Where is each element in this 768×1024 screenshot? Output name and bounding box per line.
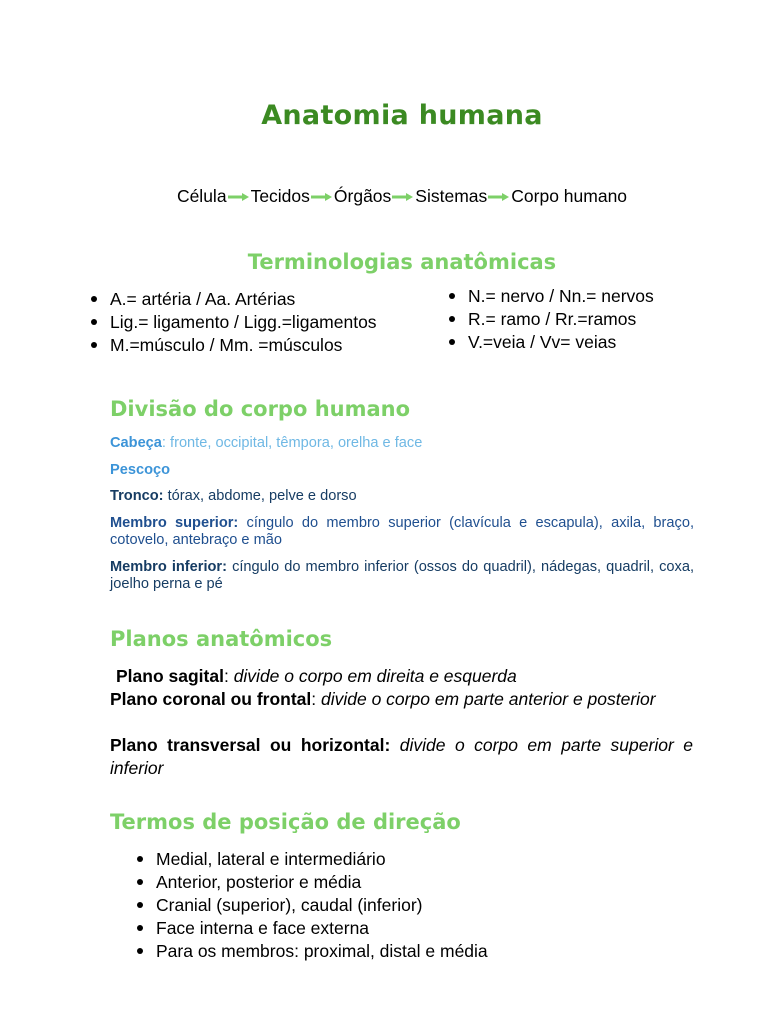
division-trunk [110,488,694,505]
plane-sagittal [110,665,693,688]
division-trunk-text: tórax, abdome, pelve e dorso [163,488,357,504]
division-upper-limb-label: Membro superior: [110,515,239,531]
list-item: Face interna e face externa [136,917,488,940]
right-arrow-icon [311,192,333,202]
list-item: Cranial (superior), caudal (inferior) [136,894,488,917]
flow-item-organs: Órgãos [333,186,392,206]
plane-coronal-label: Plano coronal ou frontal [110,689,312,709]
division-upper-limb-text: cíngulo do membro superior (clavícula e escapula), axila, braço, cotovelo, antebraço e mão [110,515,694,548]
organization-flow [0,186,768,207]
right-arrow-icon [228,192,250,202]
list-item: N.= nervo / Nn.= nervos [448,285,654,308]
division-trunk-label: Tronco: [110,488,164,504]
division-heading: Divisão do corpo humano [110,397,411,421]
planes-heading: Planos anatômicos [110,627,333,651]
list-item: Medial, lateral e intermediário [136,848,488,871]
right-arrow-icon [488,192,510,202]
plane-transverse-text: divide o corpo em parte superior e inferior [110,735,693,778]
separator [390,735,399,755]
list-item: M.=músculo / Mm. =músculos [90,334,377,357]
terminology-list-right [448,285,654,354]
division-neck-label: Pescoço [110,462,171,478]
right-arrow-icon [392,192,414,202]
list-item: Anterior, posterior e média [136,871,488,894]
flow-item-human-body: Corpo humano [511,186,628,206]
separator: : [311,689,321,709]
division-lower-limb [110,559,694,593]
terminology-list-left [90,288,377,357]
direction-heading: Termos de posição de direção [110,810,461,834]
plane-transverse-label: Plano transversal ou horizontal: [110,735,391,755]
list-item: Lig.= ligamento / Ligg.=ligamentos [90,311,377,334]
list-item: Para os membros: proximal, distal e média [136,940,488,963]
plane-sagittal-label: Plano sagital [116,666,224,686]
list-item: V.=veia / Vv= veias [448,331,654,354]
division-lower-limb-text: cíngulo do membro inferior (ossos do quadril), nádegas, quadril, coxa, joelho perna e pé [110,559,694,592]
plane-coronal [110,688,693,711]
flow-item-tissues: Tecidos [250,186,310,206]
list-item: A.= artéria / Aa. Artérias [90,288,377,311]
flow-item-systems: Sistemas [415,186,488,206]
plane-sagittal-text: divide o corpo em direita e esquerda [233,666,517,686]
division-head-label: Cabeça [110,435,162,451]
plane-coronal-text: divide o corpo em parte anterior e posterior [321,689,656,709]
terminology-heading: Terminologias anatômicas [247,250,557,274]
separator: : [223,666,234,686]
plane-transverse [110,734,693,780]
division-head-text: : fronte, occipital, têmpora, orelha e face [161,435,423,451]
division-head [110,435,694,452]
division-lower-limb-label: Membro inferior: [110,559,227,575]
flow-item-cell: Célula [176,186,227,206]
division-upper-limb [110,515,694,549]
list-item: R.= ramo / Rr.=ramos [448,308,654,331]
page-title: Anatomia humana [261,100,543,131]
division-neck [110,462,694,479]
direction-list [136,848,488,963]
